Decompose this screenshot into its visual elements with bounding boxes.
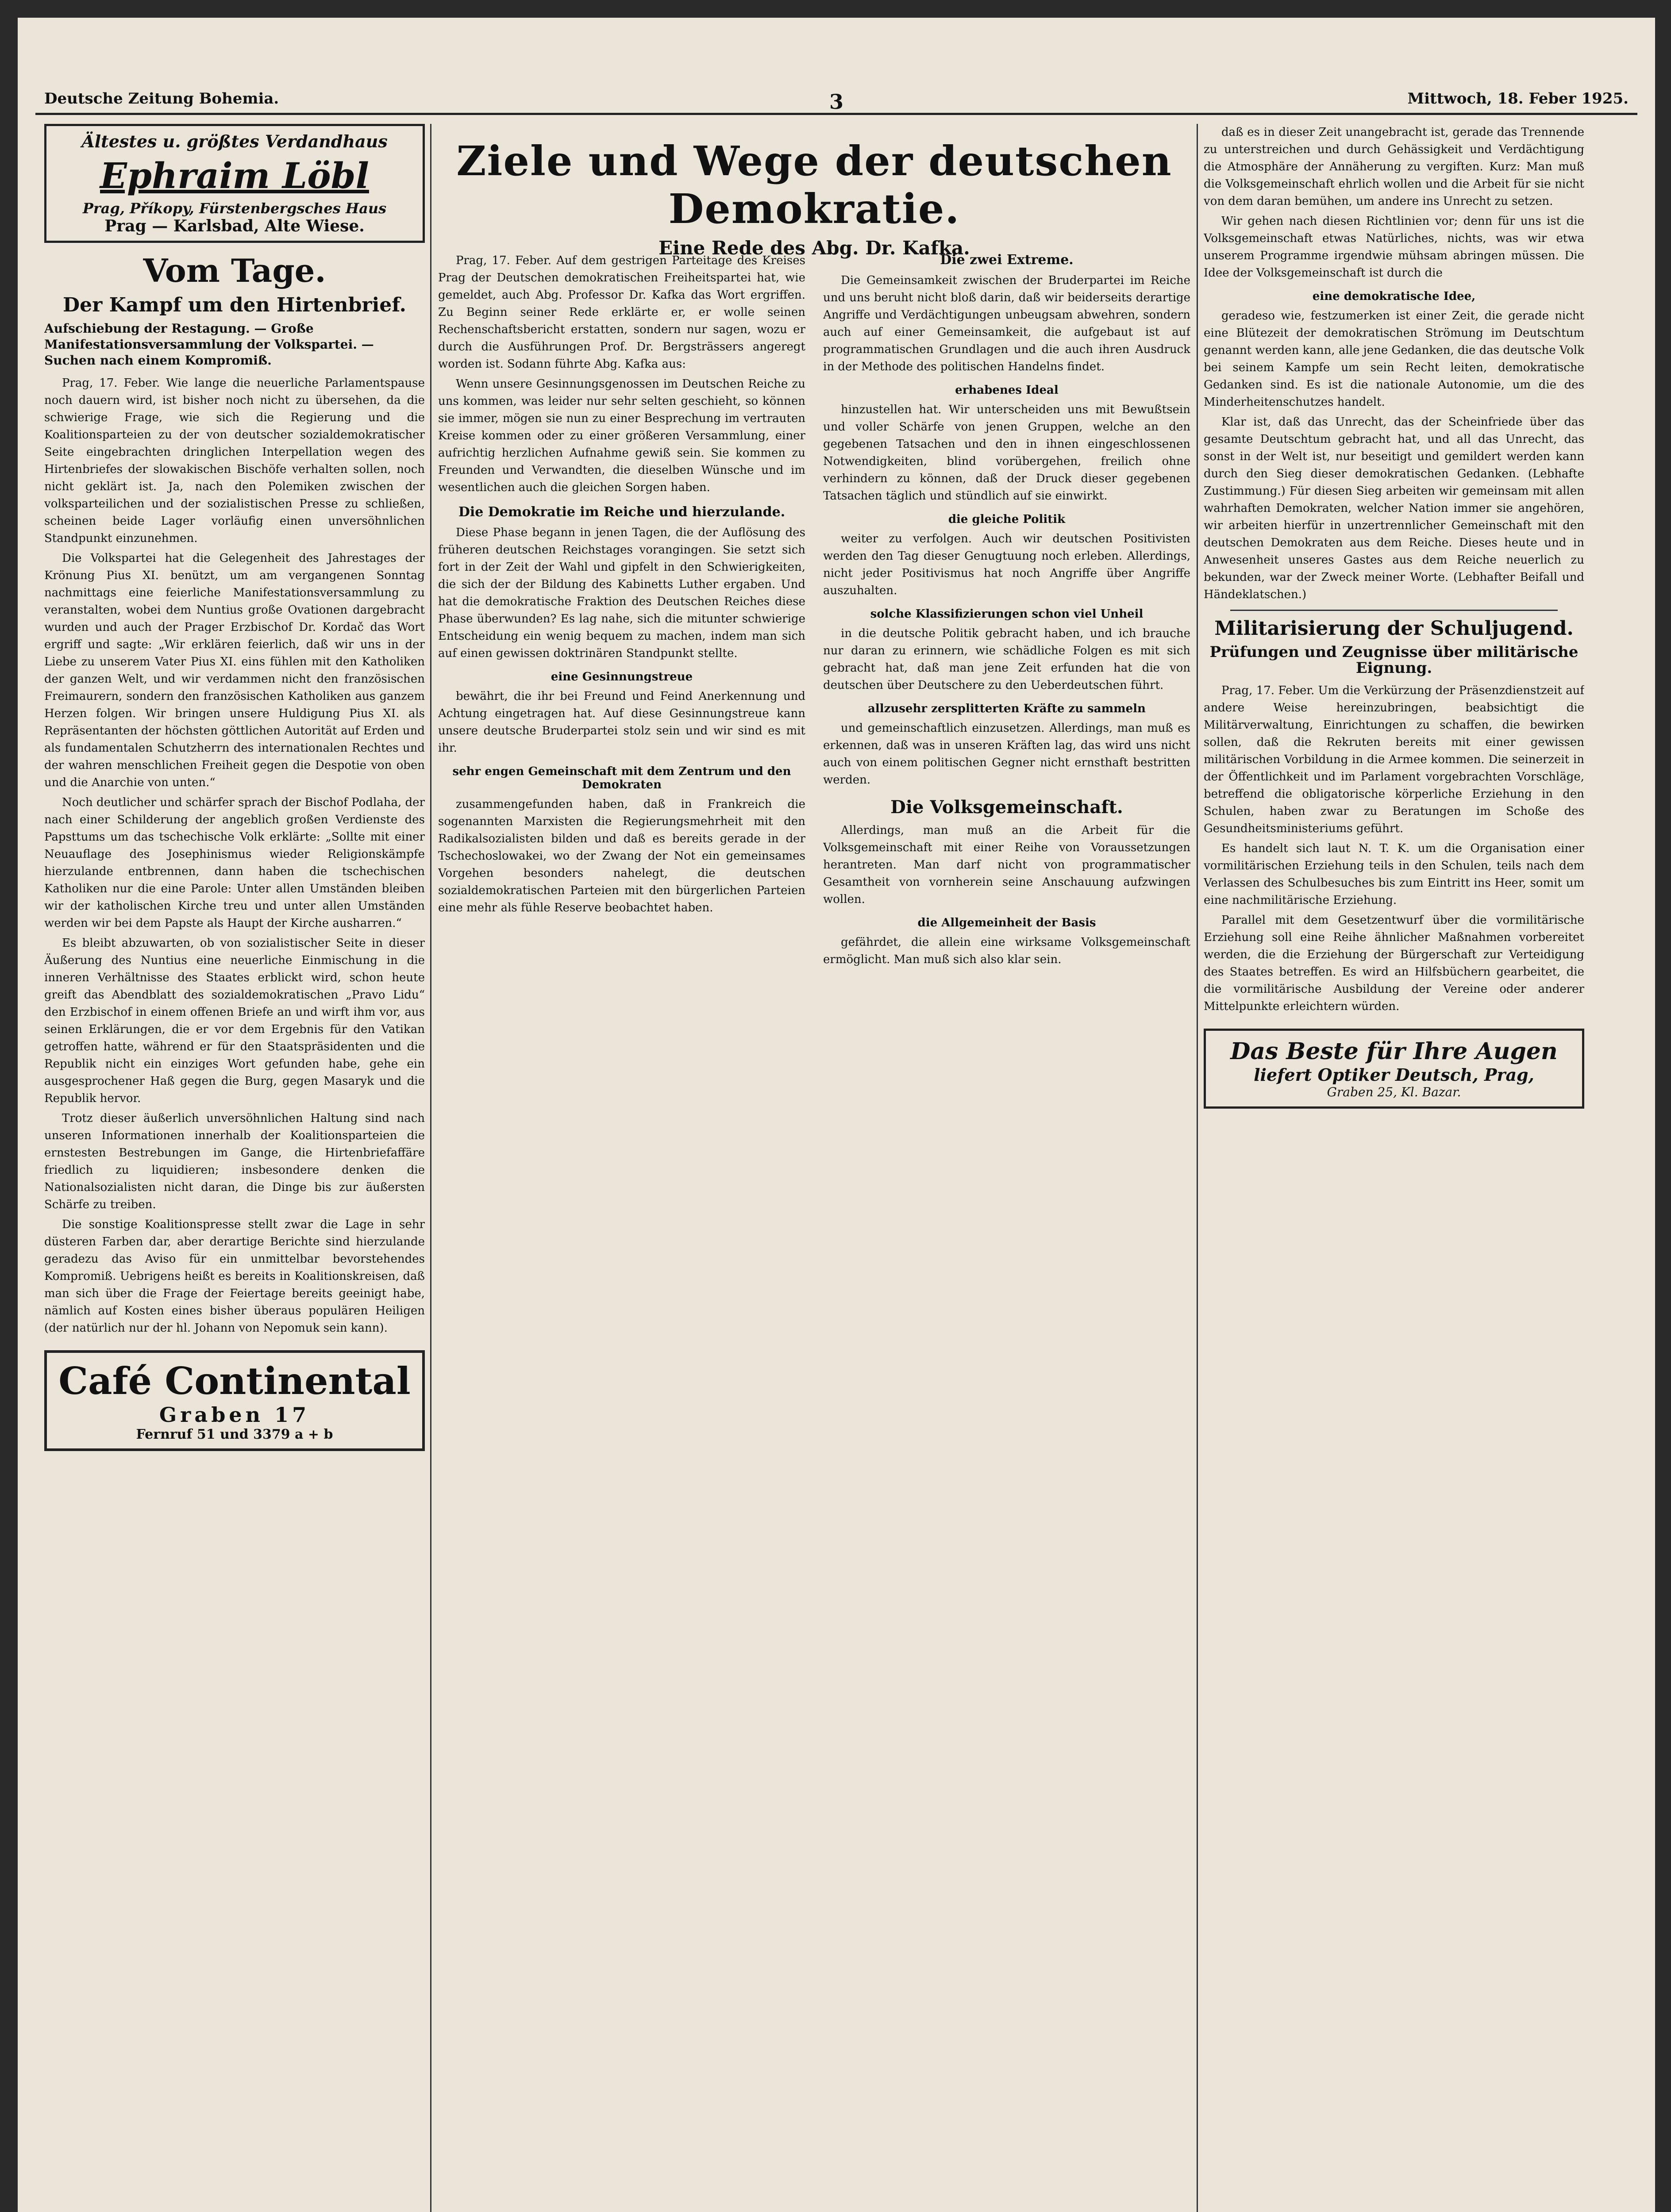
article-paragraph: Es handelt sich laut N. T. K. um die Organisation einer vormilitärischen Erziehung teils in den Schulen, teils nach dem Verlassen des Schulbesuches bis zum Eintritt ins Heer, somit um eine nachmilitärische Erziehung. [1204,842,1584,907]
ad-company-name: Ephraim Löbl [100,155,369,196]
subheading: eine Gesinnungstreue [551,670,693,684]
subheading: solche Klassifizierungen schon viel Unheil [870,607,1144,621]
article-paragraph: Prag, 17. Feber. Wie lange die neuerliche Parlamentspause noch dauern wird, ist bisher noch nicht zu übersehen, da die schwierige Frage, wie sich die Regierung und die Koalitionsparteien zu der von deutscher sozialdemokratischer Seite eingebrachten dringlichen Interpellation wegen des Hirtenbriefes der slowakischen Bischöfe verhalten sollen, noch nicht geklärt ist. Ja, nach den Polemiken zwischen der volksparteilichen und der sozialistischen Presse zu schließen, scheinen beide Lager vorläufig einen unversöhnlichen Standpunkt einzunehmen. [44,376,425,545]
article-headline: Der Kampf um den Hirtenbrief. [62,294,406,316]
main-article-subtitle: Eine Rede des Abg. Dr. Kafka. [658,237,970,259]
cafe-address: Graben 17 [159,1403,310,1427]
ad-tagline: Ältestes u. größtes Verdandhaus [81,131,388,151]
article-paragraph: zusammengefunden haben, daß in Frankreich die sogenannten Marxisten die Regierungsmehrheit mit den Radikalsozialisten bilden und daß es bereits gerade in der Tschechoslowakei, wo der Zwang der Not ein gemeinsames Vorgehen besonders nahelegt, die deutschen sozialdemokratischen Parteien mit den bürgerlichen Parteien eine mehr als fühle Reserve beobachtet haben. [438,798,805,914]
subheading: Die Volksgemeinschaft. [890,797,1123,818]
column-right [1204,124,1584,2212]
running-header [35,86,1637,115]
article-paragraph: weiter zu verfolgen. Auch wir deutschen Positivisten werden den Tag dieser Genugtuung noch erleben. Allerdings, nicht jeder Positivismus hat noch Angriffe über Angriffe auszuhalten. [823,532,1190,597]
article-paragraph: bewährt, die ihr bei Freund und Feind Anerkennung und Achtung eingetragen hat. Auf diese Gesinnungstreue kann unsere deutsche Bruderpartei stolz sein und wir sind es mit ihr. [438,690,805,755]
article-paragraph: geradeso wie, festzumerken ist einer Zeit, die gerade nicht eine Blütezeit der demokratischen Strömung im Deutschtum genannt werden kann, alle jene Gedanken, die das deutsche Volk bei seinem Kampfe um sein Recht leiten, demokratische Gedanken sind. Es ist die nationale Autonomie, um die des Minderheitenschutzes handelt. [1204,309,1584,409]
advertisement-cafe [44,1350,425,1451]
article-subhead: Prüfungen und Zeugnisse über militärische Eignung. [1209,643,1579,677]
cafe-name: Café Continental [58,1359,411,1403]
article-paragraph: Parallel mit dem Gesetzentwurf über die vormilitärische Erziehung soll eine Reihe ähnlicher Maßnahmen vorbereitet werden, die die Erziehung der Bürgerschaft zur Verteidigung des Staates betreffen. Es wird an Hilfsbüchern gearbeitet, die die vormilitärische Ausbildung der Vereine oder anderer Mittelpunkte erleichtern würden. [1204,914,1584,1013]
subheading: erhabenes Ideal [955,384,1059,397]
subheading: sehr engen Gemeinschaft mit dem Zentrum und den Demokraten [452,765,791,791]
column-rule [1197,124,1198,2212]
article-paragraph: daß es in dieser Zeit unangebracht ist, gerade das Trennende zu unterstreichen und durch Gehässigkeit und Verdächtigung die Atmosphäre der Annäherung zu vergiften. Kurz: Man muß die Volksgemeinschaft ehrlich wollen und die Arbeit für sie nicht von dem daran bemühen, um andere ins Unrecht zu setzen. [1204,126,1584,208]
article-paragraph: Die Volkspartei hat die Gelegenheit des Jahrestages der Krönung Pius XI. benützt, um am vergangenen Sonntag nachmittags eine feierliche Manifestationsversammlung zu veranstalten, wobei dem Nuntius große Ovationen dargebracht wurden und auch der Prager Erzbischof Dr. Kordač das Wort ergriff und sagte: „Wir erklären feierlich, daß wir uns in der Liebe zu unserem Vater Pius XI. eins fühlen mit den Katholiken der ganzen Welt, und wir verdammen nicht den französischen Freimaurern, sondern den französischen Katholiken aus ganzem Herzen folgen. Wir bringen unsere Huldigung Pius XI. als Repräsentanten der höchsten göttlichen Autorität auf Erden und als fundamentalen Schutzherrn des internationalen Rechtes und der wahren menschlichen Freiheit gegen die Despotie von oben und die Anarchie von unten.“ [44,552,425,789]
issue-date: Mittwoch, 18. Feber 1925. [1407,90,1629,108]
article-paragraph: Wenn unsere Gesinnungsgenossen im Deutschen Reiche zu uns kommen, was leider nur sehr selten geschieht, so können sie immer, mögen sie nun zu einer Besprechung im vertrauten Kreise kommen oder zu einer größeren Versammlung, einer aufrichtig herzlichen Aufnahme gewiß sein. Sie kommen zu Freunden und Verwandten, die dieselben Wünsche und im wesentlichen auch die gleichen Sorgen haben. [438,377,805,494]
center-subcolumn-right [823,252,1190,2212]
article-paragraph: Allerdings, man muß an die Arbeit für die Volksgemeinschaft mit einer Reihe von Voraussetzungen herantreten. Man darf nicht von programmatischer Gesamtheit von vornherein seine Anschauung aufzwingen wollen. [823,824,1190,906]
subheading: eine demokratische Idee, [1312,290,1476,303]
column-rule [430,124,431,2212]
advertisement-optiker [1204,1029,1584,1109]
article-paragraph: Es bleibt abzuwarten, ob von sozialistischer Seite in dieser Äußerung des Nuntius eine neuerliche Einmischung in die inneren Verhältnisse des Staates erblickt wird, schon heute greift das Abendblatt des sozialdemokratischen „Pravo Lidu“ den Erzbischof in einem offenen Briefe an und wirft ihm vor, aus seinen Erklärungen, die er vor dem Ergebnis für den Vatikan getroffen hatte, während er für den Staatspräsidenten und die Republik nicht ein einziges Wort gefunden habe, gehe ein ausgesprochener Haß gegen die Burg, gegen Masaryk und die Republik hervor. [44,937,425,1105]
article-paragraph: Prag, 17. Feber. Um die Verkürzung der Präsenzdienstzeit auf andere Weise hereinzubringen, beabsichtigt die Militärverwaltung, Einrichtungen zu schaffen, die bewirken sollen, daß die Rekruten bereits mit einer gewissen militärischen Vorbildung in die Armee kommen. Die seinerzeit in der Öffentlichkeit und im Parlament vorgebrachten Vorschläge, betreffend die obligatorische körperliche Erziehung in den Schulen, haben zwar zu Beratungen im Schoße des Gesundheitsministeriums geführt. [1204,684,1584,835]
article-paragraph: in die deutsche Politik gebracht haben, und ich brauche nur daran zu erinnern, wie schädliche Folgen es mit sich gebracht hat, daß man jene Zeit erfunden hat die von deutschen über Deutschere zu den Ueberdeutschen führt. [823,627,1190,692]
subheading: allzusehr zersplitterten Kräfte zu sammeln [868,702,1146,715]
optiker-name: liefert Optiker Deutsch, Prag, [1254,1065,1534,1085]
main-article-title: Ziele und Wege der deutschen Demokratie. [456,137,1172,233]
article-paragraph: hinzustellen hat. Wir unterscheiden uns mit Bewußtsein und voller Schärfe von jenen Gruppen, welche an den gegebenen Tatsachen und den in ihnen eingeschlossenen Notwendigkeiten, blind vorübergehen, freilich ohne verhindern zu können, daß der Druck dieser gegebenen Tatsachen täglich und stündlich auf sie einwirkt. [823,403,1190,503]
subheading: Die Demokratie im Reiche und hierzulande. [458,504,785,520]
article-paragraph: Trotz dieser äußerlich unversöhnlichen Haltung sind nach unseren Informationen innerhalb der Koalitionsparteien die ernstesten Bestrebungen im Gange, die Hirtenbriefaffäre friedlich zu liquidieren; insbesondere denken die Nationalsozialisten nicht daran, die Dinge bis zur äußersten Schärfe zu treiben. [44,1112,425,1211]
article-paragraph: Diese Phase begann in jenen Tagen, die der Auflösung des früheren deutschen Reichstages vorangingen. Sie setzt sich fort in der Zeit der Wahl und gipfelt in den Schwierigkeiten, die sich der der Bildung des Kabinetts Luther ergaben. Und hat die demokratische Fraktion des Deutschen Reiches diese Phase überwunden? Es lag nahe, sich die mitunter schwierige Entscheidung ein wenig bequem zu machen, indem man sich auf einen gewissen doktrinären Standpunkt stellte. [438,526,805,660]
divider [1230,610,1558,611]
ad-address-prague: Prag, Příkopy, Fürstenbergsches Haus [82,200,387,217]
ad-locations: Prag — Karlsbad, Alte Wiese. [104,217,365,235]
column-left [44,124,425,2212]
article-subhead: Aufschiebung der Restagung. — Große Manifestationsversammlung der Volkspartei. — Suchen nach einem Kompromiß. [44,321,374,368]
newspaper-name: Deutsche Zeitung Bohemia. [44,90,279,108]
center-subcolumn-left [438,252,805,2212]
section-title: Vom Tage. [143,252,326,289]
article-paragraph: Wir gehen nach diesen Richtlinien vor; denn für uns ist die Volksgemeinschaft etwas Natürliches, nichts, was wir etwa unserem Programme irgendwie mühsam abringen müssen. Die Idee der Volksgemeinschaft ist durch die [1204,215,1584,280]
article-headline: Militarisierung der Schuljugend. [1214,617,1574,640]
optiker-headline: Das Beste für Ihre Augen [1230,1038,1558,1065]
article-paragraph: und gemeinschaftlich einzusetzen. Allerdings, man muß es erkennen, daß was in unseren Kräften lag, das wird uns nicht auch von einem politischen Gegner nicht ernsthaft bestritten werden. [823,722,1190,787]
column-center [438,124,1190,2212]
advertisement-loebl [44,124,425,243]
article-paragraph: Noch deutlicher und schärfer sprach der Bischof Podlaha, der nach einer Schilderung der angeblich großen Verdienste des Papsttums um das tschechische Volk erklärte: „Sollte mit einer Neuauflage des Josephinismus wieder Religionskämpfe hierzulande entbrennen, dann haben die tschechischen Katholiken nur die eine Parole: Unter allen Umständen bleiben wir der katholischen Kirche treu und unter allen Umständen werden wir bei dem Papste als Haupt der Kirche ausharren.“ [44,796,425,930]
article-paragraph: Klar ist, daß das Unrecht, das der Scheinfriede über das gesamte Deutschtum gebracht hat, und all das Unrecht, das sonst in der Welt ist, nur beseitigt und gemildert werden kann durch den Sieg dieser demokratischen Gedanken. (Lebhafte Zustimmung.) Für diesen Sieg arbeiten wir gemeinsam mit allen wahrhaften Demokraten, welcher Nation immer sie angehören, wir arbeiten hierfür in unzertrennlicher Gemeinschaft mit den deutschen Demokraten aus dem Reiche. Dieses heute und in Anwesenheit unseres Gastes aus dem Reiche neuerlich zu bekunden, war der Zweck meiner Worte. (Lebhafter Beifall und Händeklatschen.) [1204,415,1584,601]
article-paragraph: Die Gemeinsamkeit zwischen der Bruderpartei im Reiche und uns beruht nicht bloß darin, daß wir beiderseits derartige Angriffe und Verdächtigungen unbeugsam abwehren, sondern auch auf einer Gemeinsamkeit, die aufgebaut ist auf programmatischen Grundlagen und die auch ihren Ausdruck in der Methode des politischen Handelns findet. [823,274,1190,373]
article-paragraph: gefährdet, die allein eine wirksame Volksgemeinschaft ermöglicht. Man muß sich also klar sein. [823,936,1190,966]
page-number: 3 [829,90,843,114]
article-paragraph: Prag, 17. Feber. Auf dem gestrigen Parteitage des Kreises Prag der Deutschen demokratischen Freiheitspartei hat, wie gemeldet, auch Abg. Professor Dr. Kafka das Wort ergriffen. Zu Beginn seiner Rede erklärte er, er wolle seinen Rechenschaftsbericht erstatten, sondern nur sagen, wozu er durch die Ausführungen Prof. Dr. Bergsträssers angeregt worden ist. Sodann führte Abg. Kafka aus: [438,254,805,371]
optiker-address: Graben 25, Kl. Bazar. [1327,1085,1461,1099]
subheading: Die zwei Extreme. [940,252,1074,268]
article-paragraph: Die sonstige Koalitionspresse stellt zwar die Lage in sehr düsteren Farben dar, aber derartige Berichte sind hierzulande geradezu das Aviso für ein unmittelbar bevorstehendes Kompromiß. Uebrigens heißt es bereits in Koalitionskreisen, daß man sich über die Frage der Feiertage bereits geeinigt habe, nämlich auf Kosten eines bisher überaus populären Heiligen (der natürlich nur der hl. Johann von Nepomuk sein kann). [44,1218,425,1335]
cafe-phone: Fernruf 51 und 3379 a + b [136,1427,333,1442]
newspaper-page [18,18,1655,2212]
subheading: die gleiche Politik [948,513,1066,526]
subheading: die Allgemeinheit der Basis [917,916,1096,929]
